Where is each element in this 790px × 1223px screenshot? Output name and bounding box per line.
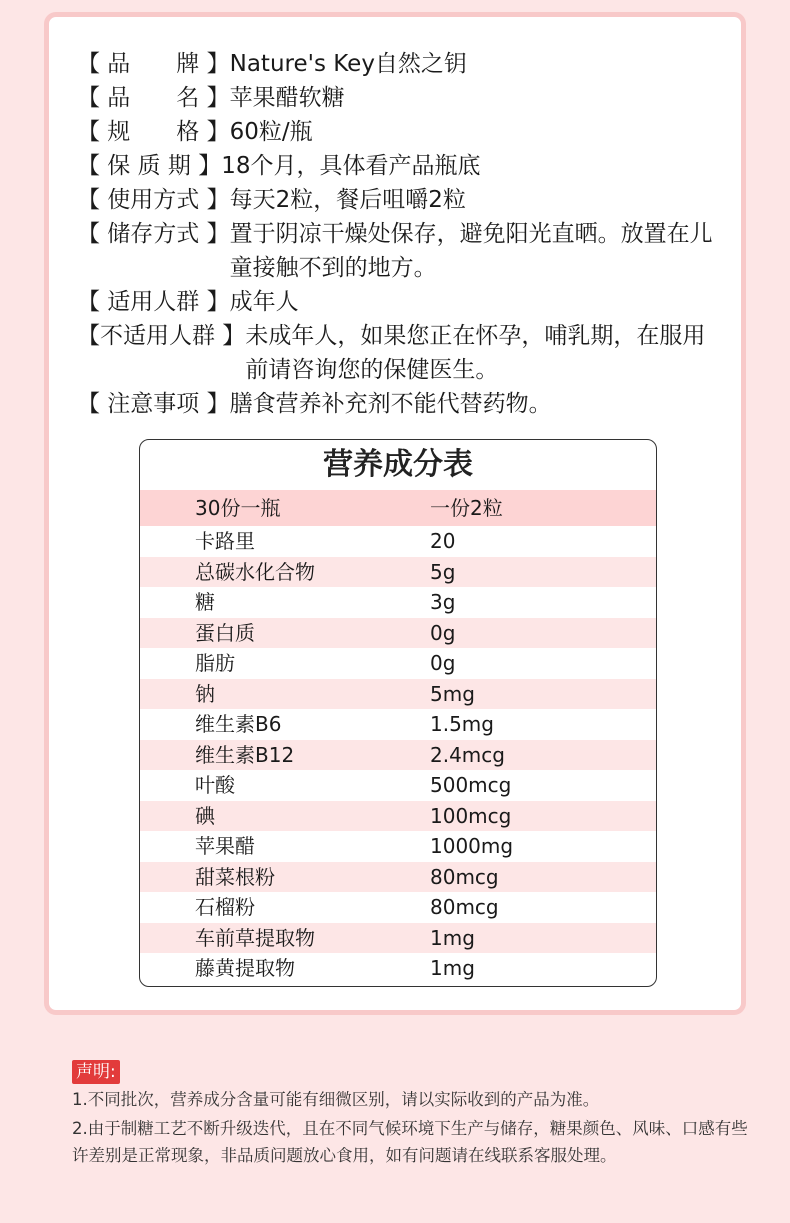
table-row	[140, 953, 656, 984]
nutrient-amount: 5g	[430, 559, 456, 584]
info-row-name	[77, 81, 727, 115]
info-value: Nature's Key自然之钥	[229, 51, 467, 77]
nutrient-name: 钠	[195, 681, 215, 706]
info-value: 每天2粒，餐后咀嚼2粒	[229, 187, 466, 213]
nutrient-amount: 1000mg	[430, 834, 514, 858]
nutrient-amount: 20	[430, 529, 456, 553]
info-row-spec	[77, 115, 727, 149]
info-row-storage	[77, 217, 727, 285]
info-value: 置于阴凉干燥处保存，避免阳光直晒。放置在儿童接触不到的地方。	[229, 221, 713, 281]
table-row	[140, 709, 656, 740]
table-row	[140, 526, 656, 557]
product-info-list	[77, 47, 727, 421]
info-label: 【 品 名 】	[77, 85, 230, 111]
info-value: 18个月，具体看产品瓶底	[221, 153, 481, 179]
info-label: 【 储存方式 】	[77, 221, 230, 247]
nutrient-amount: 2.4mcg	[430, 742, 505, 767]
table-row	[140, 587, 656, 618]
table-row	[140, 892, 656, 923]
info-row-unsuitable	[77, 319, 727, 387]
nutrient-amount: 1mg	[430, 925, 475, 950]
info-row-shelf-life	[77, 149, 727, 183]
table-row	[140, 770, 656, 801]
nutrient-name: 脂肪	[195, 651, 235, 675]
nutrient-amount: 500mcg	[430, 773, 512, 797]
nutrient-name: 蛋白质	[195, 620, 255, 645]
nutrient-amount: 80mcg	[430, 864, 499, 889]
nutrient-name: 碘	[195, 803, 215, 828]
info-row-notes	[77, 387, 727, 421]
nutrient-amount: 80mcg	[430, 895, 499, 919]
info-label: 【不适用人群 】	[77, 323, 246, 349]
nutrient-name: 藤黄提取物	[195, 956, 295, 980]
nutrition-table	[139, 439, 657, 987]
info-row-suitable	[77, 285, 727, 319]
info-row-brand	[77, 47, 727, 81]
declaration-section	[72, 1060, 762, 1169]
info-label: 【 适用人群 】	[77, 289, 230, 315]
info-value: 膳食营养补充剂不能代替药物。	[229, 391, 552, 417]
nutrient-name: 总碳水化合物	[195, 559, 315, 584]
info-value: 苹果醋软糖	[229, 85, 345, 111]
nutrient-name: 糖	[195, 590, 215, 614]
nutrient-amount: 0g	[430, 651, 456, 675]
table-row	[140, 831, 656, 862]
info-label: 【 使用方式 】	[77, 187, 230, 213]
nutrient-amount: 0g	[430, 620, 456, 645]
info-label: 【 保 质 期 】	[77, 153, 222, 179]
nutrient-amount: 3g	[430, 590, 456, 614]
declaration-line: 2.由于制糖工艺不断升级迭代，且在不同气候环境下生产与储存，糖果颜色、风味、口感有些许差别是正常现象，非品质问题放心食用，如有问题请在线联系客服处理。	[72, 1119, 748, 1165]
table-row	[140, 801, 656, 832]
declaration-line: 1.不同批次，营养成分含量可能有细微区别，请以实际收到的产品为准。	[72, 1090, 600, 1109]
info-value: 成年人	[229, 289, 299, 315]
nutrient-name: 叶酸	[195, 773, 235, 797]
nutrient-name: 车前草提取物	[195, 925, 315, 950]
nutrient-name: 维生素B6	[195, 712, 282, 736]
nutrient-name: 维生素B12	[195, 742, 295, 767]
nutrient-name: 苹果醋	[195, 834, 255, 858]
nutrition-table-title: 营养成分表	[323, 447, 473, 482]
declaration-tag: 声明:	[72, 1060, 120, 1084]
table-row	[140, 618, 656, 649]
info-value: 60粒/瓶	[229, 119, 313, 145]
info-label: 【 品 牌 】	[77, 51, 230, 77]
table-row	[140, 923, 656, 954]
nutrition-table-header	[140, 490, 656, 526]
header-serving-size: 一份2粒	[430, 496, 503, 520]
nutrient-amount: 1.5mg	[430, 712, 494, 736]
nutrient-amount: 1mg	[430, 956, 475, 980]
table-row	[140, 679, 656, 710]
info-label: 【 注意事项 】	[77, 391, 230, 417]
nutrient-name: 石榴粉	[195, 895, 255, 919]
table-row	[140, 740, 656, 771]
product-info-card	[44, 12, 746, 1015]
table-row	[140, 648, 656, 679]
info-label: 【 规 格 】	[77, 119, 230, 145]
nutrient-amount: 5mg	[430, 681, 475, 706]
nutrient-name: 卡路里	[195, 529, 255, 553]
info-value: 未成年人，如果您正在怀孕，哺乳期，在服用前请咨询您的保健医生。	[245, 323, 706, 383]
info-row-usage	[77, 183, 727, 217]
table-row	[140, 557, 656, 588]
nutrient-name: 甜菜根粉	[195, 864, 275, 889]
nutrient-amount: 100mcg	[430, 803, 512, 828]
table-row	[140, 862, 656, 893]
header-serving-count: 30份一瓶	[195, 496, 281, 520]
